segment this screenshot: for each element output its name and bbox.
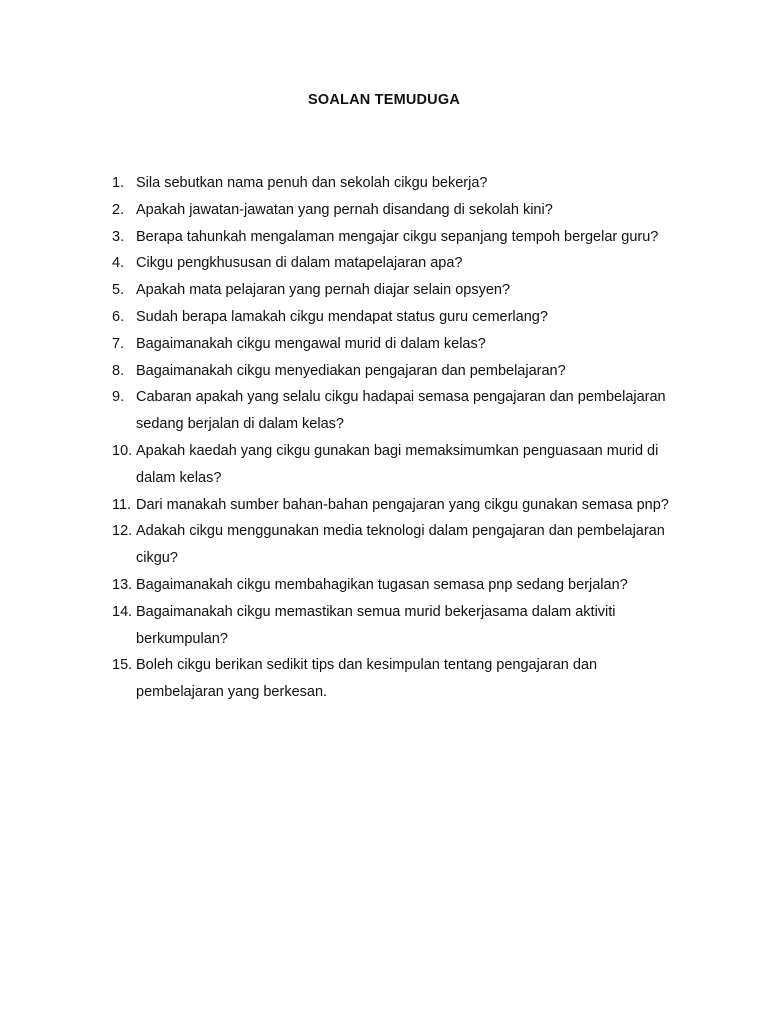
question-item-2 bbox=[112, 197, 672, 224]
question-item-6 bbox=[112, 304, 672, 331]
question-number: 9. bbox=[112, 389, 125, 406]
question-item-10 bbox=[112, 438, 672, 492]
question-number: 1. bbox=[112, 175, 125, 191]
question-list bbox=[112, 170, 672, 706]
question-item-5 bbox=[112, 277, 672, 304]
question-item-8 bbox=[112, 358, 672, 385]
question-item-1 bbox=[112, 170, 672, 197]
question-item-12 bbox=[112, 518, 672, 572]
question-text: Bagaimanakah cikgu mengawal murid di dalam kelas? bbox=[136, 335, 486, 352]
question-text: Apakah jawatan-jawatan yang pernah disandang di sekolah kini? bbox=[136, 201, 553, 218]
question-number: 6. bbox=[112, 308, 125, 325]
question-text: Berapa tahunkah mengalaman mengajar cikgu sepanjang tempoh bergelar guru? bbox=[136, 228, 659, 245]
question-text: Cabaran apakah yang selalu cikgu hadapai semasa pengajaran dan pembelajaran sedang berjalan di dalam kelas? bbox=[136, 389, 666, 433]
question-number: 3. bbox=[112, 228, 125, 245]
question-text: Dari manakah sumber bahan-bahan pengajaran yang cikgu gunakan semasa pnp? bbox=[136, 496, 669, 513]
question-text: Cikgu pengkhususan di dalam matapelajaran apa? bbox=[136, 255, 463, 272]
question-item-4 bbox=[112, 250, 672, 277]
question-number: 7. bbox=[112, 335, 125, 352]
question-text: Bagaimanakah cikgu membahagikan tugasan semasa pnp sedang berjalan? bbox=[136, 576, 628, 593]
question-number: 5. bbox=[112, 282, 125, 299]
question-number: 4. bbox=[112, 255, 125, 272]
question-number: 10. bbox=[112, 442, 133, 459]
question-text: Sila sebutkan nama penuh dan sekolah cikgu bekerja? bbox=[136, 175, 488, 191]
question-item-14 bbox=[112, 599, 672, 653]
question-number: 15. bbox=[112, 657, 133, 674]
question-number: 12. bbox=[112, 523, 133, 540]
question-item-15 bbox=[112, 652, 672, 706]
question-text: Bagaimanakah cikgu menyediakan pengajaran dan pembelajaran? bbox=[136, 362, 566, 379]
question-text: Sudah berapa lamakah cikgu mendapat status guru cemerlang? bbox=[136, 308, 548, 325]
question-item-9 bbox=[112, 384, 672, 438]
question-number: 2. bbox=[112, 201, 125, 218]
question-item-11 bbox=[112, 492, 672, 519]
question-number: 8. bbox=[112, 362, 125, 379]
question-number: 11. bbox=[112, 496, 132, 513]
question-text: Adakah cikgu menggunakan media teknologi dalam pengajaran dan pembelajaran cikgu? bbox=[136, 523, 665, 567]
question-number: 14. bbox=[112, 603, 133, 620]
question-number: 13. bbox=[112, 576, 133, 593]
question-text: Apakah kaedah yang cikgu gunakan bagi memaksimumkan penguasaan murid di dalam kelas? bbox=[136, 442, 659, 486]
question-text: Bagaimanakah cikgu memastikan semua murid bekerjasama dalam aktiviti berkumpulan? bbox=[136, 603, 616, 647]
document-title: SOALAN TEMUDUGA bbox=[307, 92, 461, 108]
question-text: Boleh cikgu berikan sedikit tips dan kesimpulan tentang pengajaran dan pembelajaran yang berkesan. bbox=[136, 657, 598, 701]
question-item-3 bbox=[112, 224, 672, 251]
question-item-7 bbox=[112, 331, 672, 358]
question-item-13 bbox=[112, 572, 672, 599]
question-text: Apakah mata pelajaran yang pernah diajar selain opsyen? bbox=[136, 282, 511, 299]
